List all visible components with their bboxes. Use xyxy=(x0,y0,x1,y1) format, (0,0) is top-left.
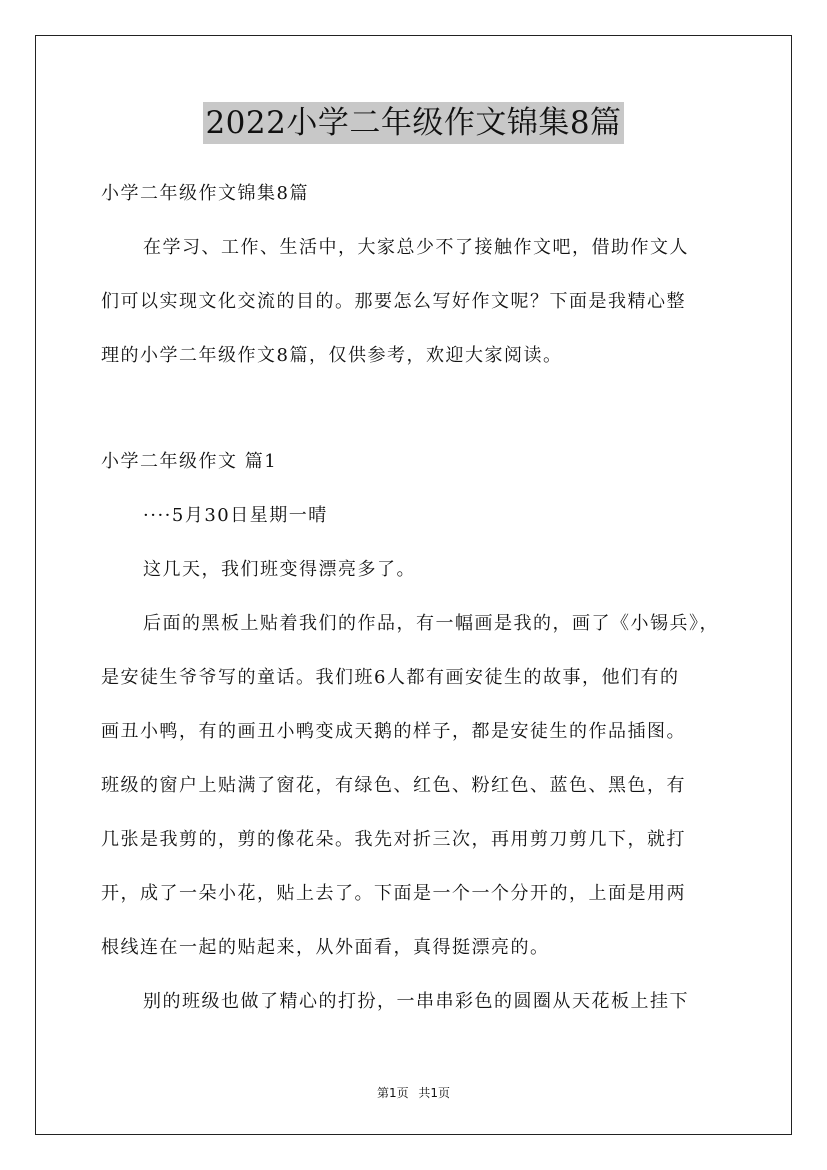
title-container xyxy=(0,102,827,144)
page-total: 共1页 xyxy=(418,1086,451,1100)
intro-line: 理的小学二年级作文8篇，仅供参考，欢迎大家阅读。 xyxy=(101,345,563,366)
section-heading: 小学二年级作文 篇1 xyxy=(101,451,278,472)
paragraph-line: 班级的窗户上贴满了窗花，有绿色、红色、粉红色、蓝色、黑色，有 xyxy=(101,775,686,796)
subtitle: 小学二年级作文锦集8篇 xyxy=(101,183,309,204)
intro-line: 在学习、工作、生活中，大家总少不了接触作文吧，借助作文人 xyxy=(143,237,689,258)
document-title: 2022小学二年级作文锦集8篇 xyxy=(203,102,623,144)
paragraph-line: 这几天，我们班变得漂亮多了。 xyxy=(143,559,416,580)
paragraph-gap xyxy=(101,390,731,442)
paragraph-line: 后面的黑板上贴着我们的作品，有一幅画是我的，画了《小锡兵》， xyxy=(143,613,719,634)
document-body xyxy=(101,174,731,1036)
page-number: 第1页 xyxy=(376,1086,409,1100)
diary-date-line: ····5月30日星期一晴 xyxy=(143,505,328,526)
page-footer xyxy=(0,1084,827,1101)
paragraph-line: 是安徒生爷爷写的童话。我们班6人都有画安徒生的故事，他们有的 xyxy=(101,667,680,688)
paragraph-line: 画丑小鸭，有的画丑小鸭变成天鹅的样子，都是安徒生的作品插图。 xyxy=(101,721,686,742)
paragraph-line: 别的班级也做了精心的打扮，一串串彩色的圆圈从天花板上挂下 xyxy=(143,991,689,1012)
paragraph-line: 开，成了一朵小花，贴上去了。下面是一个一个分开的，上面是用两 xyxy=(101,883,686,904)
intro-line: 们可以实现文化交流的目的。那要怎么写好作文呢？下面是我精心整 xyxy=(101,291,686,312)
paragraph-line: 根线连在一起的贴起来，从外面看，真得挺漂亮的。 xyxy=(101,937,550,958)
paragraph-line: 几张是我剪的，剪的像花朵。我先对折三次，再用剪刀剪几下，就打 xyxy=(101,829,686,850)
